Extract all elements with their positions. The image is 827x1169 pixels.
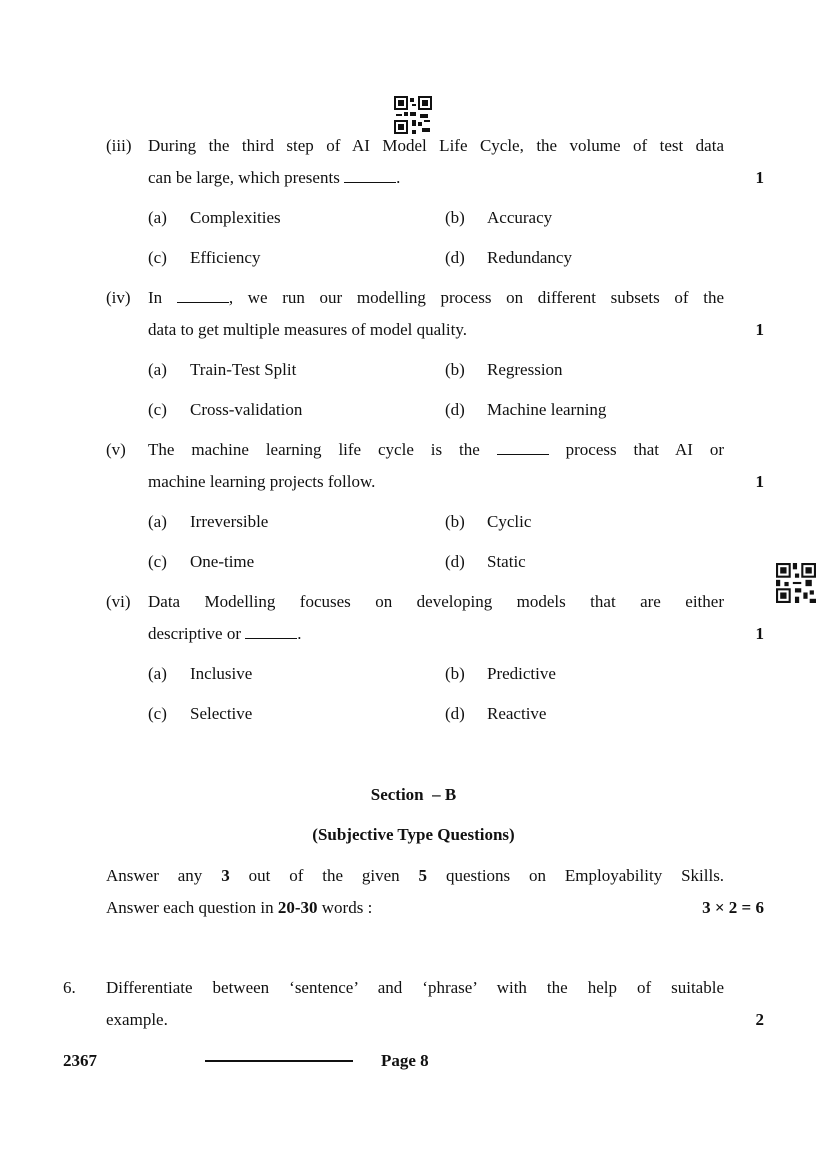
question-text-line2: can be large, which presents . <box>148 168 401 187</box>
question-text-line2: descriptive or . <box>148 624 302 643</box>
answer-blank <box>245 637 297 639</box>
question-text-line2: data to get multiple measures of model quality. <box>148 320 467 339</box>
question-number: (v) <box>106 440 126 459</box>
question-text-line2: machine learning projects follow. <box>148 472 376 491</box>
qr-code-side <box>776 563 816 603</box>
answer-blank <box>177 301 229 303</box>
section-marks: 3 × 2 = 6 <box>702 898 764 917</box>
question-marks: 1 <box>755 168 764 187</box>
question-text-line1: Differentiate between ‘sentence’ and ‘phrase’ with the help of suitable <box>106 978 724 997</box>
answer-blank <box>497 453 549 455</box>
question-marks: 1 <box>755 320 764 339</box>
question-text-line1: During the third step of AI Model Life Cycle, the volume of test data <box>148 136 724 155</box>
question-number: (iv) <box>106 288 131 307</box>
page-number: Page 8 <box>381 1051 429 1070</box>
question-number: 6. <box>63 978 76 997</box>
question-text-line1: Data Modelling focuses on developing models that are either <box>148 592 724 611</box>
question-number: (vi) <box>106 592 131 611</box>
question-text-line1: The machine learning life cycle is the process that AI or <box>148 440 725 459</box>
question-number: (iii) <box>106 136 132 155</box>
paper-code: 2367 <box>63 1051 97 1070</box>
section-subtitle: (Subjective Type Questions) <box>312 825 515 844</box>
section-instruction-line2: Answer each question in 20-30 words : <box>106 898 373 917</box>
question-text-line1: In , we run our modelling process on different subsets of the <box>148 288 725 307</box>
question-marks: 1 <box>755 624 764 643</box>
section-title: Section – B <box>370 785 457 804</box>
question-marks: 2 <box>755 1010 764 1029</box>
footer-rule <box>205 1060 353 1062</box>
section-instruction-line1: Answer any 3 out of the given 5 questions on Employability Skills. <box>106 866 725 885</box>
qr-code-top <box>394 96 432 134</box>
answer-blank <box>344 181 396 183</box>
question-text-line2: example. <box>106 1010 168 1029</box>
question-marks: 1 <box>755 472 764 491</box>
